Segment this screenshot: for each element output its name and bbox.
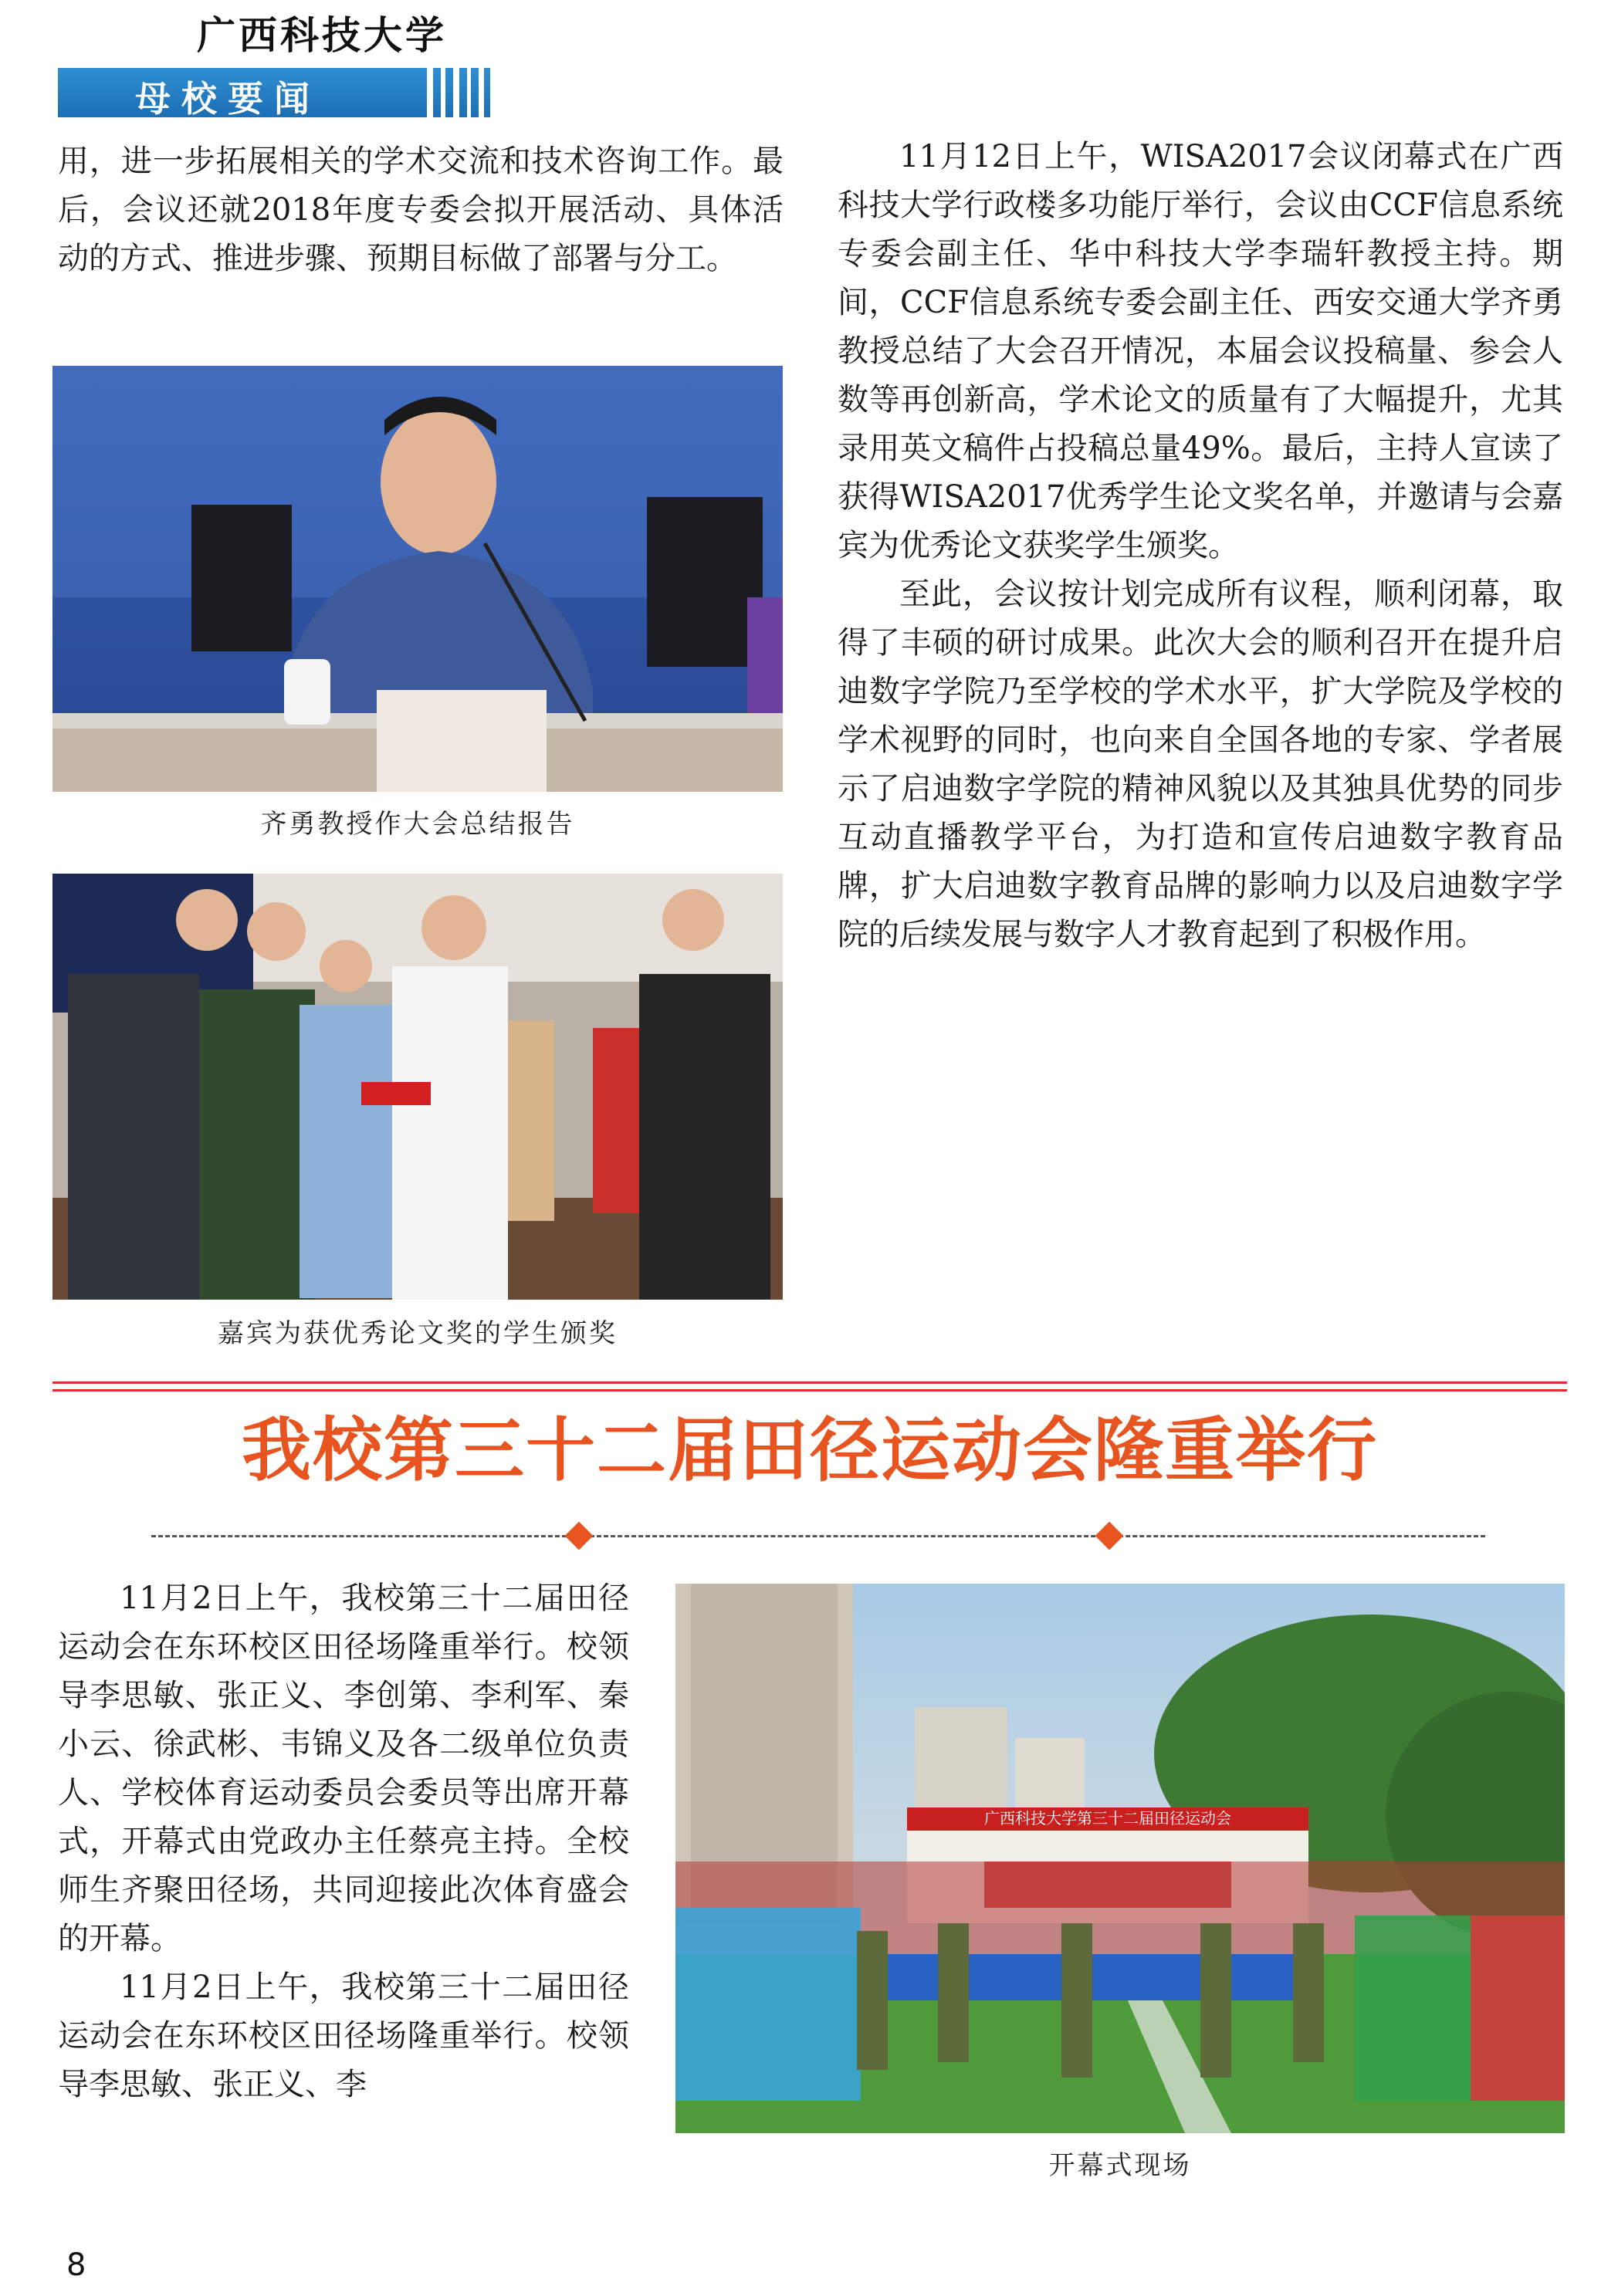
photo-opening-ceremony bbox=[675, 1584, 1565, 2133]
paragraph: 11月12日上午，WISA2017会议闭幕式在广西科技大学行政楼多功能厅举行，会议由CCF信息系统专委会副主任、华中科技大学李瑞轩教授主持。期间，CCF信息系统专委会副主任、西安交通大学齐勇教授总结了大会召开情况，本届会议投稿量、参会人数等再创新高，学术论文的质量有了大幅提升，尤其录用英文稿件占投稿总量49%。最后，主持人宣读了获得WISA2017优秀学生论文奖名单，并邀请与会嘉宾为优秀论文获奖学生颁奖。 bbox=[838, 139, 1563, 563]
article2-text bbox=[58, 1574, 629, 2109]
paragraph: 用，进一步拓展相关的学术交流和技术咨询工作。最后，会议还就2018年度专委会拟开展活动、具体活动的方式、推进步骤、预期目标做了部署与分工。 bbox=[58, 144, 784, 276]
article1-right-text bbox=[838, 133, 1563, 959]
header-stripe bbox=[427, 68, 433, 117]
photo-caption: 开幕式现场 bbox=[1048, 2150, 1192, 2181]
paragraph: 至此，会议按计划完成所有议程，顺利闭幕，取得了丰硕的研讨成果。此次大会的顺利召开在提升启迪数字学院乃至学校的学术水平，扩大学院及学校的学术视野的同时，也向来自全国各地的专家、学者展示了启迪数字学院的精神风貌以及其独具优势的同步互动直播教学平台，为打造和宣传启迪数字教育品牌，扩大启迪数字教育品牌的影响力以及启迪数字学院的后续发展与数字人才教育起到了积极作用。 bbox=[838, 577, 1563, 952]
diamond-ornament bbox=[1095, 1522, 1124, 1550]
paragraph: 11月2日上午，我校第三十二届田径运动会在东环校区田径场隆重举行。校领导李思敏、张正义、李 bbox=[58, 1970, 629, 2102]
section-label: 母校要闻 bbox=[135, 78, 320, 120]
photo-award-ceremony bbox=[52, 874, 783, 1300]
header-stripe bbox=[479, 68, 484, 117]
header-stripe bbox=[467, 68, 471, 117]
page-number: 8 bbox=[66, 2247, 86, 2283]
header-stripe bbox=[453, 68, 459, 117]
paragraph: 11月2日上午，我校第三十二届田径运动会在东环校区田径场隆重举行。校领导李思敏、张正义、李创第、李利军、秦小云、徐武彬、韦锦义及各二级单位负责人、学校体育运动委员会委员等出席开幕式，开幕式由党政办主任蔡亮主持。全校师生齐聚田径场，共同迎接此次体育盛会的开幕。 bbox=[58, 1581, 629, 1956]
banner-text: 广西科技大学第三十二届田径运动会 bbox=[984, 1809, 1231, 1828]
section-divider bbox=[52, 1389, 1567, 1391]
photo-caption: 齐勇教授作大会总结报告 bbox=[260, 809, 575, 840]
school-name: 广西科技大学 bbox=[197, 12, 447, 58]
photo-caption: 嘉宾为获优秀论文奖的学生颁奖 bbox=[218, 1318, 618, 1349]
section-header-band bbox=[58, 68, 490, 120]
diamond-ornament bbox=[565, 1522, 594, 1550]
section-divider bbox=[52, 1381, 1567, 1384]
header-stripe bbox=[441, 68, 445, 117]
article1-left-text bbox=[58, 137, 784, 283]
article2-headline: 我校第三十二届田径运动会隆重举行 bbox=[242, 1410, 1378, 1491]
photo-speaker bbox=[52, 366, 783, 792]
dashed-divider bbox=[151, 1535, 1485, 1537]
